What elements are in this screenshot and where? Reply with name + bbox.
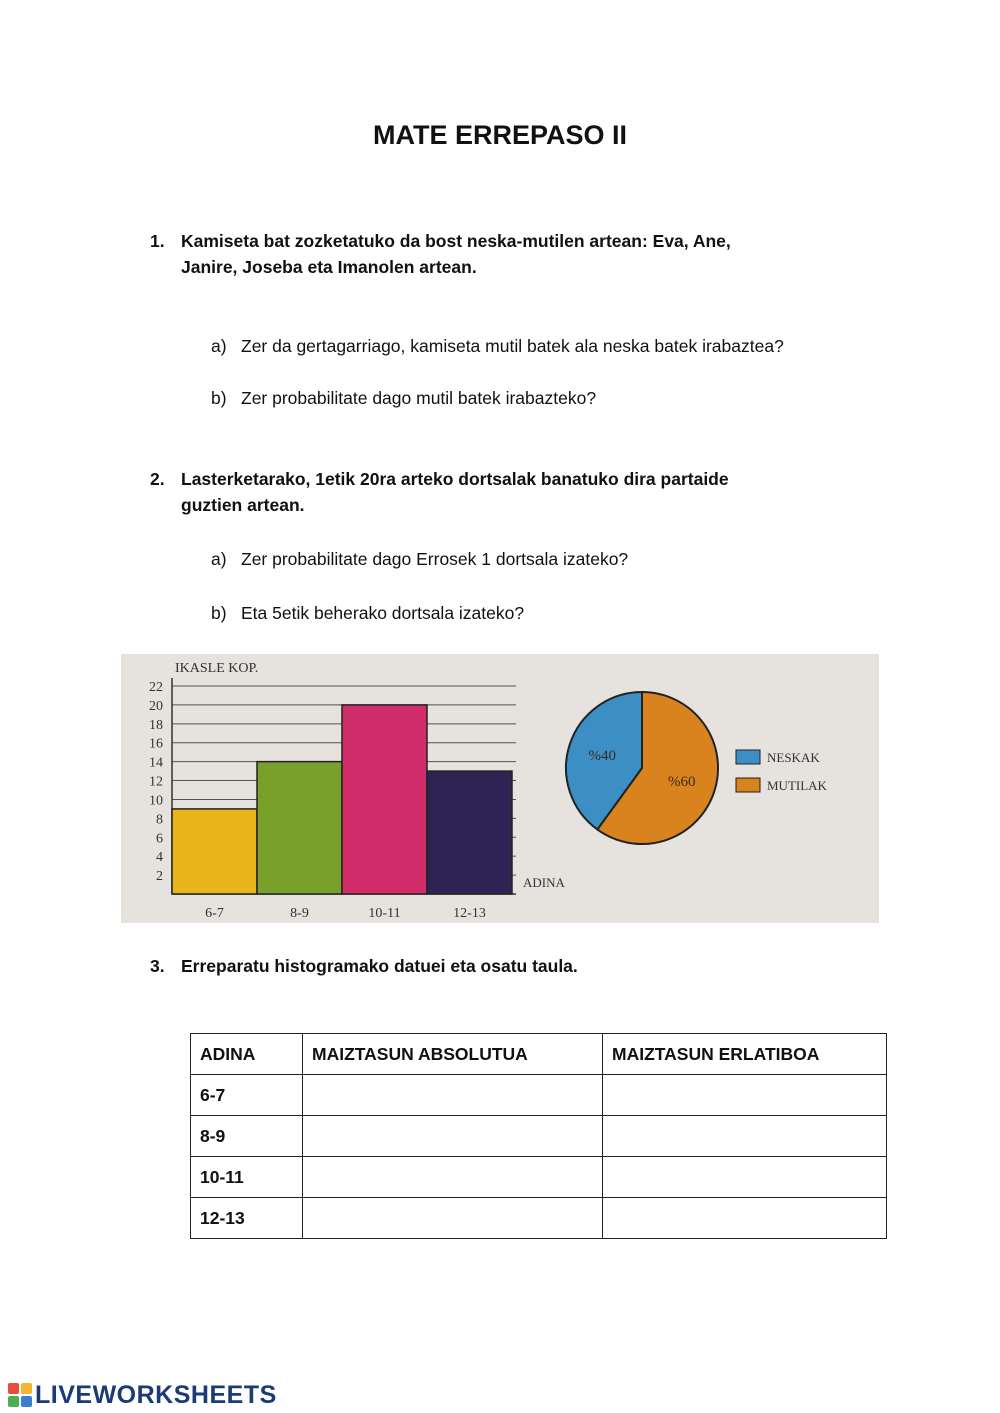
question-text-line1: Erreparatu histogramako datuei eta osatu taula.: [181, 956, 578, 976]
y-axis-label: IKASLE KOP.: [175, 661, 259, 676]
x-tick-label: 6-7: [205, 906, 224, 921]
y-tick-label: 16: [149, 736, 163, 752]
table-row: [191, 1157, 887, 1198]
legend-swatch: [736, 750, 760, 764]
x-tick-label: 8-9: [290, 906, 309, 921]
x-axis-label: ADINA: [523, 875, 565, 890]
subquestion-letter: b): [211, 603, 227, 623]
subquestion-text: Zer probabilitate dago Errosek 1 dortsala izateko?: [241, 549, 629, 569]
question-3: [150, 953, 850, 979]
subquestion-text: Zer probabilitate dago mutil batek irabazteko?: [241, 388, 597, 408]
y-tick-label: 22: [149, 680, 163, 695]
subquestion-letter: b): [211, 388, 227, 408]
question-text-line1: Lasterketarako, 1etik 20ra arteko dortsalak banatuko dira partaide: [181, 469, 729, 489]
question-text-line2: guztien artean.: [181, 495, 305, 515]
brand-name: LIVEWORKSHEETS: [35, 1380, 277, 1409]
y-tick-label: 20: [149, 698, 163, 714]
y-tick-label: 8: [156, 812, 163, 828]
table-cell-answer[interactable]: [603, 1075, 887, 1116]
subquestion-2a: [211, 546, 628, 572]
table-header-row: [191, 1034, 887, 1075]
subquestion-1a: [211, 333, 784, 359]
y-tick-label: 10: [149, 793, 163, 809]
x-tick-label: 12-13: [453, 906, 486, 921]
pie-slice-label: %40: [588, 748, 616, 765]
logo-square: [21, 1396, 32, 1407]
question-number: 3.: [150, 956, 165, 976]
table-header-cell: ADINA: [191, 1034, 303, 1075]
table-cell-answer[interactable]: [603, 1198, 887, 1239]
table-row: [191, 1116, 887, 1157]
subquestion-2b: [211, 600, 524, 626]
table-cell-age: 12-13: [191, 1198, 303, 1239]
histogram-bar: [342, 705, 427, 894]
table-cell-answer[interactable]: [303, 1157, 603, 1198]
y-tick-label: 6: [156, 831, 163, 847]
histogram: [149, 661, 565, 921]
table-row: [191, 1075, 887, 1116]
legend-label: MUTILAK: [767, 778, 827, 793]
histogram-bar: [172, 809, 257, 894]
table-cell-answer[interactable]: [303, 1198, 603, 1239]
pie-chart: [566, 692, 828, 844]
y-tick-label: 2: [156, 869, 163, 885]
y-tick-label: 12: [149, 774, 163, 790]
table-cell-answer[interactable]: [303, 1116, 603, 1157]
liveworksheets-logo[interactable]: [8, 1381, 277, 1409]
question-1: [150, 228, 850, 280]
table-cell-answer[interactable]: [603, 1157, 887, 1198]
question-number: 2.: [150, 469, 165, 489]
table-header-cell: MAIZTASUN ABSOLUTUA: [303, 1034, 603, 1075]
table-cell-answer[interactable]: [303, 1075, 603, 1116]
legend-swatch: [736, 778, 760, 792]
table-cell-age: 8-9: [191, 1116, 303, 1157]
subquestion-letter: a): [211, 549, 227, 569]
x-tick-label: 10-11: [368, 906, 401, 921]
subquestion-1b: [211, 385, 596, 411]
table-cell-age: 10-11: [191, 1157, 303, 1198]
question-2: [150, 466, 850, 518]
logo-square: [8, 1383, 19, 1394]
table-header-cell: MAIZTASUN ERLATIBOA: [603, 1034, 887, 1075]
subquestion-letter: a): [211, 336, 227, 356]
table-cell-answer[interactable]: [603, 1116, 887, 1157]
subquestion-text: Zer da gertagarriago, kamiseta mutil batek ala neska batek irabaztea?: [241, 336, 784, 356]
y-tick-label: 18: [149, 717, 163, 733]
frequency-table: [190, 1033, 887, 1239]
page-title: MATE ERREPASO II: [372, 120, 628, 150]
table-row: [191, 1198, 887, 1239]
question-number: 1.: [150, 231, 165, 251]
logo-square: [8, 1396, 19, 1407]
chart-figure: [121, 654, 879, 923]
pie-slice-label: %60: [668, 773, 696, 790]
table-cell-age: 6-7: [191, 1075, 303, 1116]
histogram-bar: [427, 771, 512, 894]
y-tick-label: 4: [156, 850, 163, 866]
logo-square: [21, 1383, 32, 1394]
liveworksheets-icon: [8, 1383, 32, 1407]
histogram-bar: [257, 762, 342, 894]
y-tick-label: 14: [149, 755, 163, 771]
question-text-line2: Janire, Joseba eta Imanolen artean.: [181, 257, 477, 277]
charts-svg: [121, 654, 879, 923]
subquestion-text: Eta 5etik beherako dortsala izateko?: [241, 603, 525, 623]
question-text-line1: Kamiseta bat zozketatuko da bost neska-mutilen artean: Eva, Ane,: [181, 231, 731, 251]
legend-label: NESKAK: [767, 750, 820, 765]
